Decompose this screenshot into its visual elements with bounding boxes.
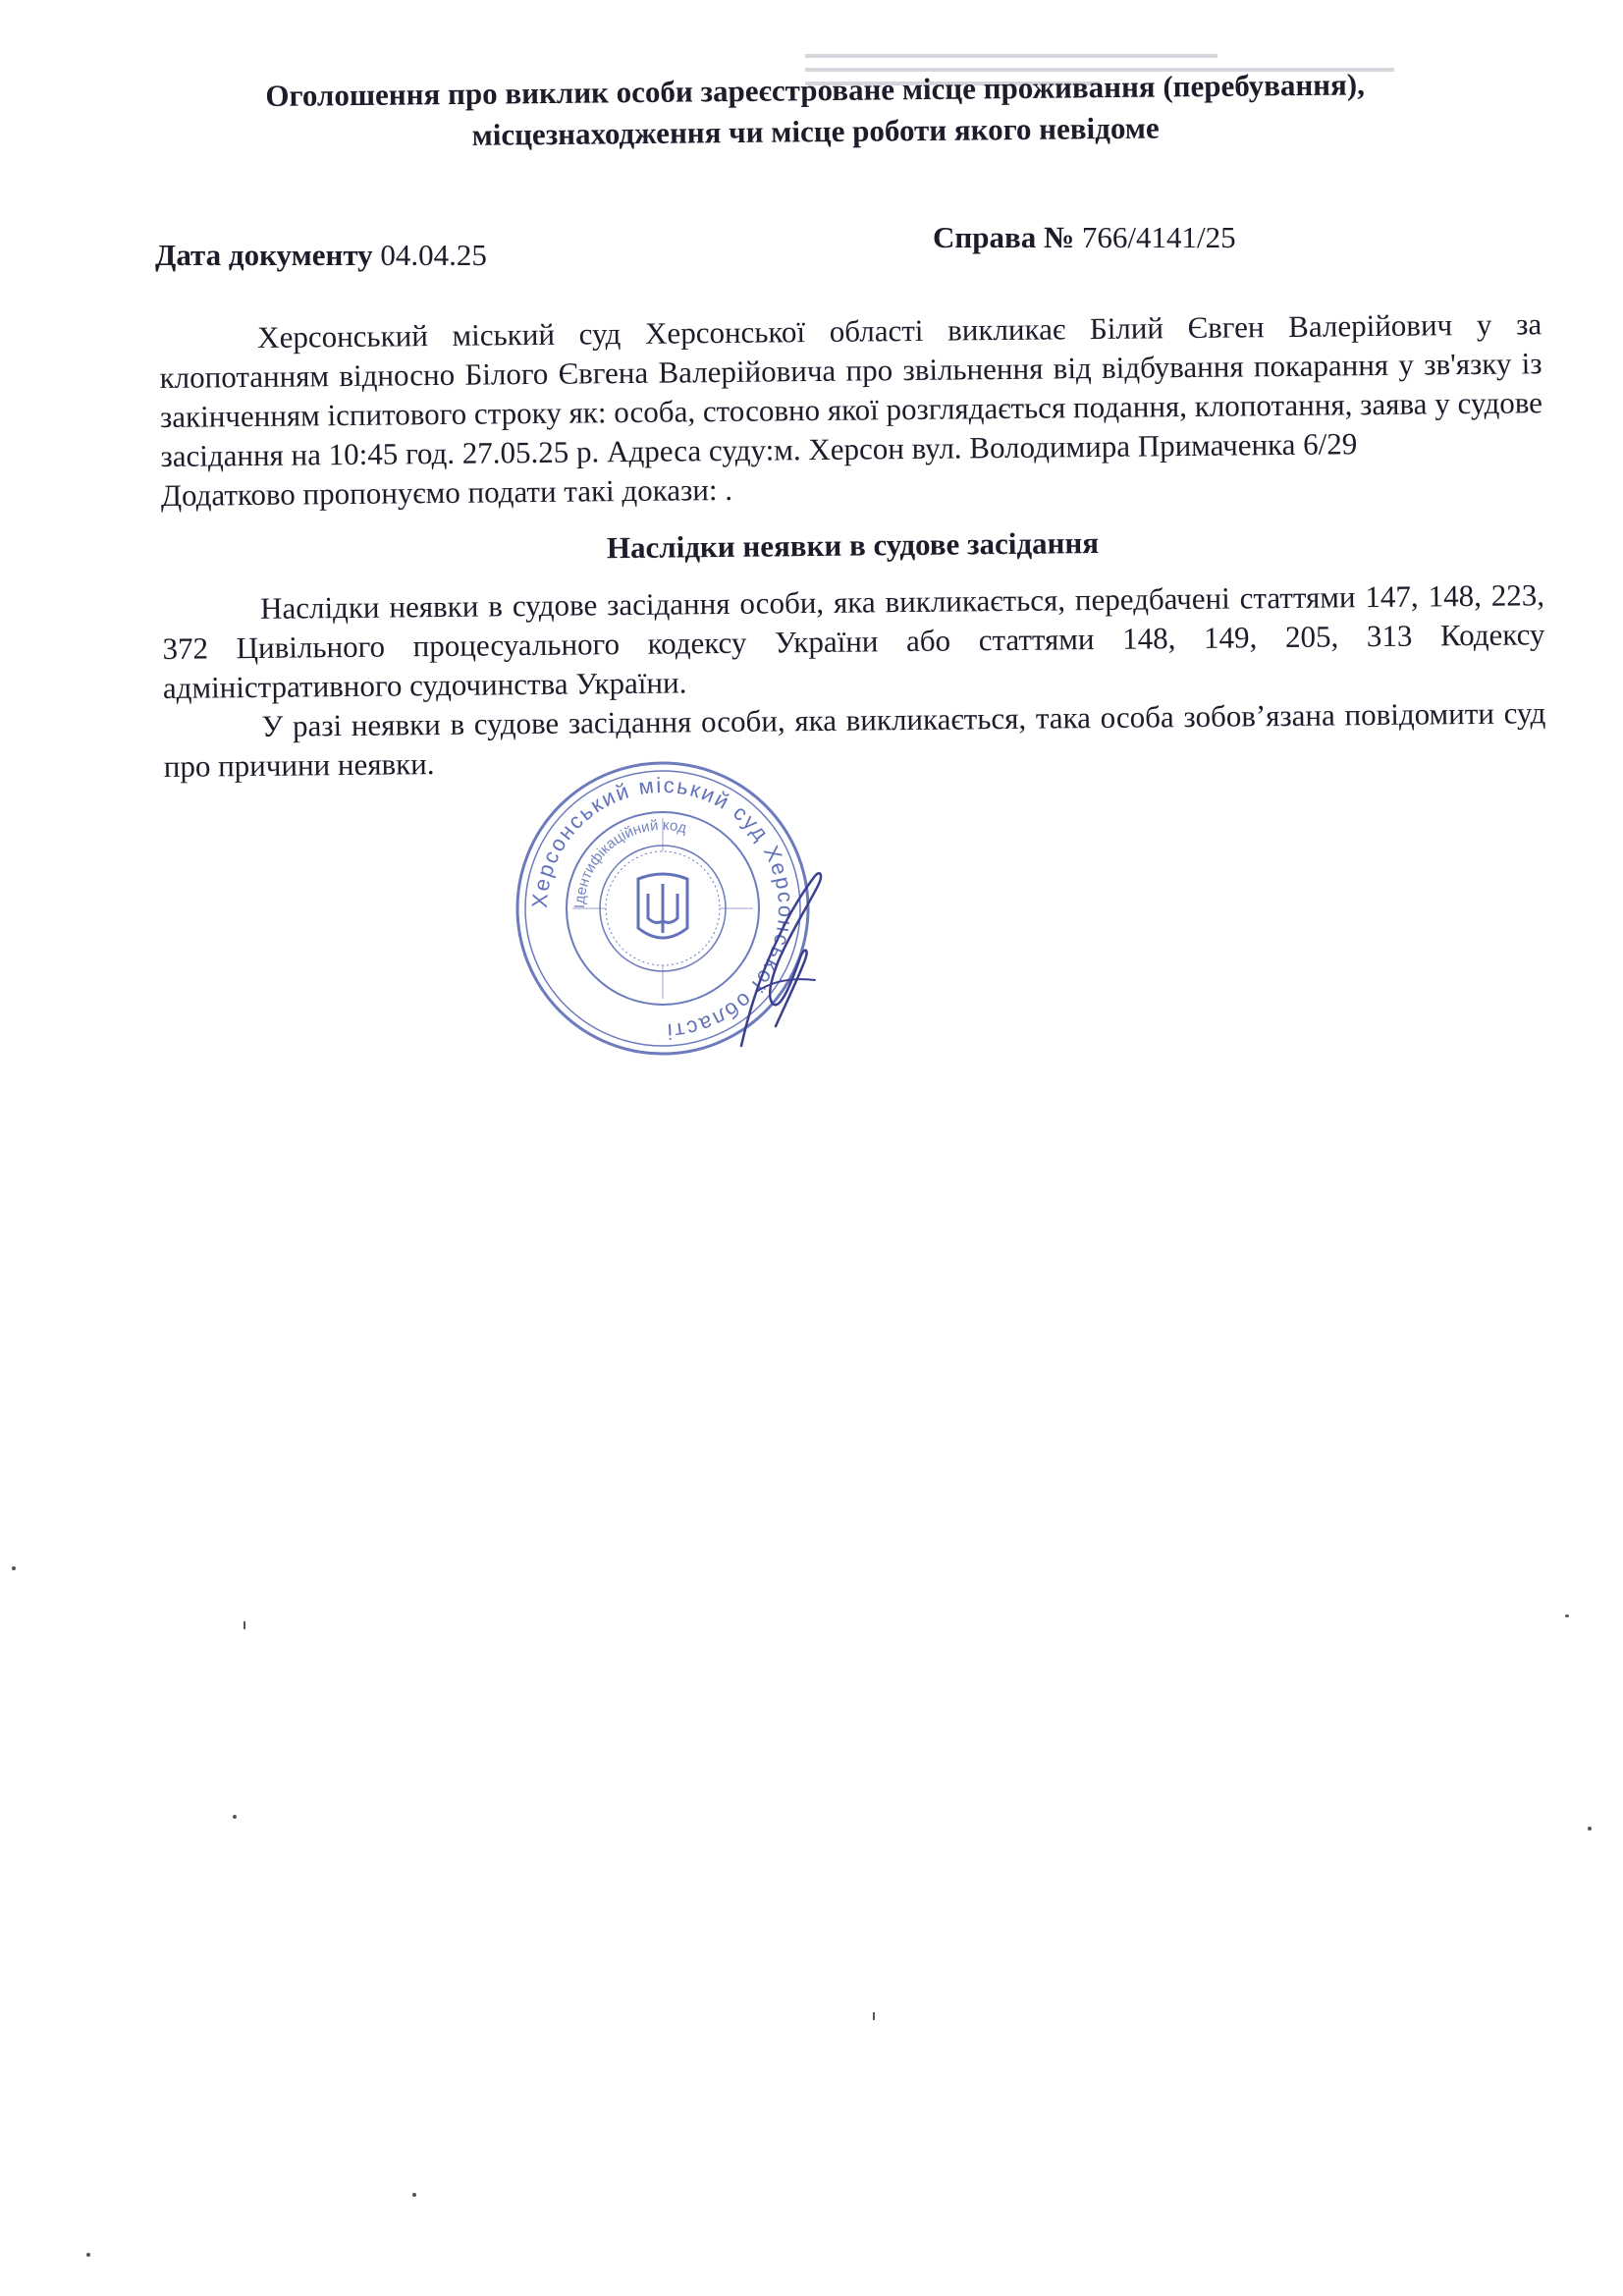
notify-paragraph: У разі неявки в судове засідання особи, яка викликається, така особа зобов’язана повідомити суд про причини неявки. bbox=[163, 695, 1546, 784]
scan-speck bbox=[86, 2253, 90, 2257]
title-line-1: Оголошення про виклик особи зареєстроване місце проживання (перебування), bbox=[265, 67, 1366, 114]
scan-speck bbox=[412, 2193, 416, 2197]
scan-speck bbox=[1565, 1614, 1569, 1617]
case-value: 766/4141/25 bbox=[1081, 220, 1236, 254]
evidence-line: Додатково пропонуємо подати такі докази: . bbox=[160, 471, 733, 513]
consequences-paragraph: Наслідки неявки в судове засідання особи, яка викликається, передбачені статтями 147, 148, 223, 372 Цивільного процесуального кодексу України або статтями 148, 149, 205, 313 Кодексу адміністративного судочинства України. bbox=[162, 577, 1545, 705]
scan-speck bbox=[12, 1566, 16, 1570]
document-body bbox=[159, 304, 1546, 787]
document-title bbox=[177, 63, 1454, 159]
scan-speck bbox=[243, 1621, 245, 1629]
coat-of-arms-trident-icon bbox=[638, 874, 687, 938]
stamp-ring-text: Херсонський міський суд Херсонської області bbox=[526, 772, 799, 1045]
consequences-heading: Наслідки неявки в судове засідання bbox=[606, 524, 1100, 566]
scan-speck bbox=[1588, 1827, 1592, 1831]
case-label: Справа № bbox=[933, 220, 1075, 254]
document-date bbox=[155, 236, 487, 275]
stamp-inner-text: Ідентифікаційний код bbox=[570, 816, 689, 909]
scan-speck bbox=[233, 1815, 237, 1819]
scan-speck bbox=[873, 2012, 875, 2020]
title-line-2: місцезнаходження чи місце роботи якого невідоме bbox=[471, 110, 1160, 152]
handwritten-signature bbox=[722, 864, 830, 1051]
date-value: 04.04.25 bbox=[380, 238, 487, 272]
summons-paragraph: Херсонський міський суд Херсонської області викликає Білий Євген Валерійович у за клопотанням відносно Білого Євгена Валерійовича про звільнення від відбування покарання у зв'язку із закінченням іспитового строку як: особа, стосовно якої розглядається подання, клопотання, заява у судове засідання на 10:45 год. 27.05.25 р. Адреса суду:м. Херсон вул. Володимира Примаченка 6/29 bbox=[159, 306, 1543, 473]
date-label: Дата документу bbox=[155, 238, 373, 272]
case-number bbox=[933, 218, 1236, 257]
